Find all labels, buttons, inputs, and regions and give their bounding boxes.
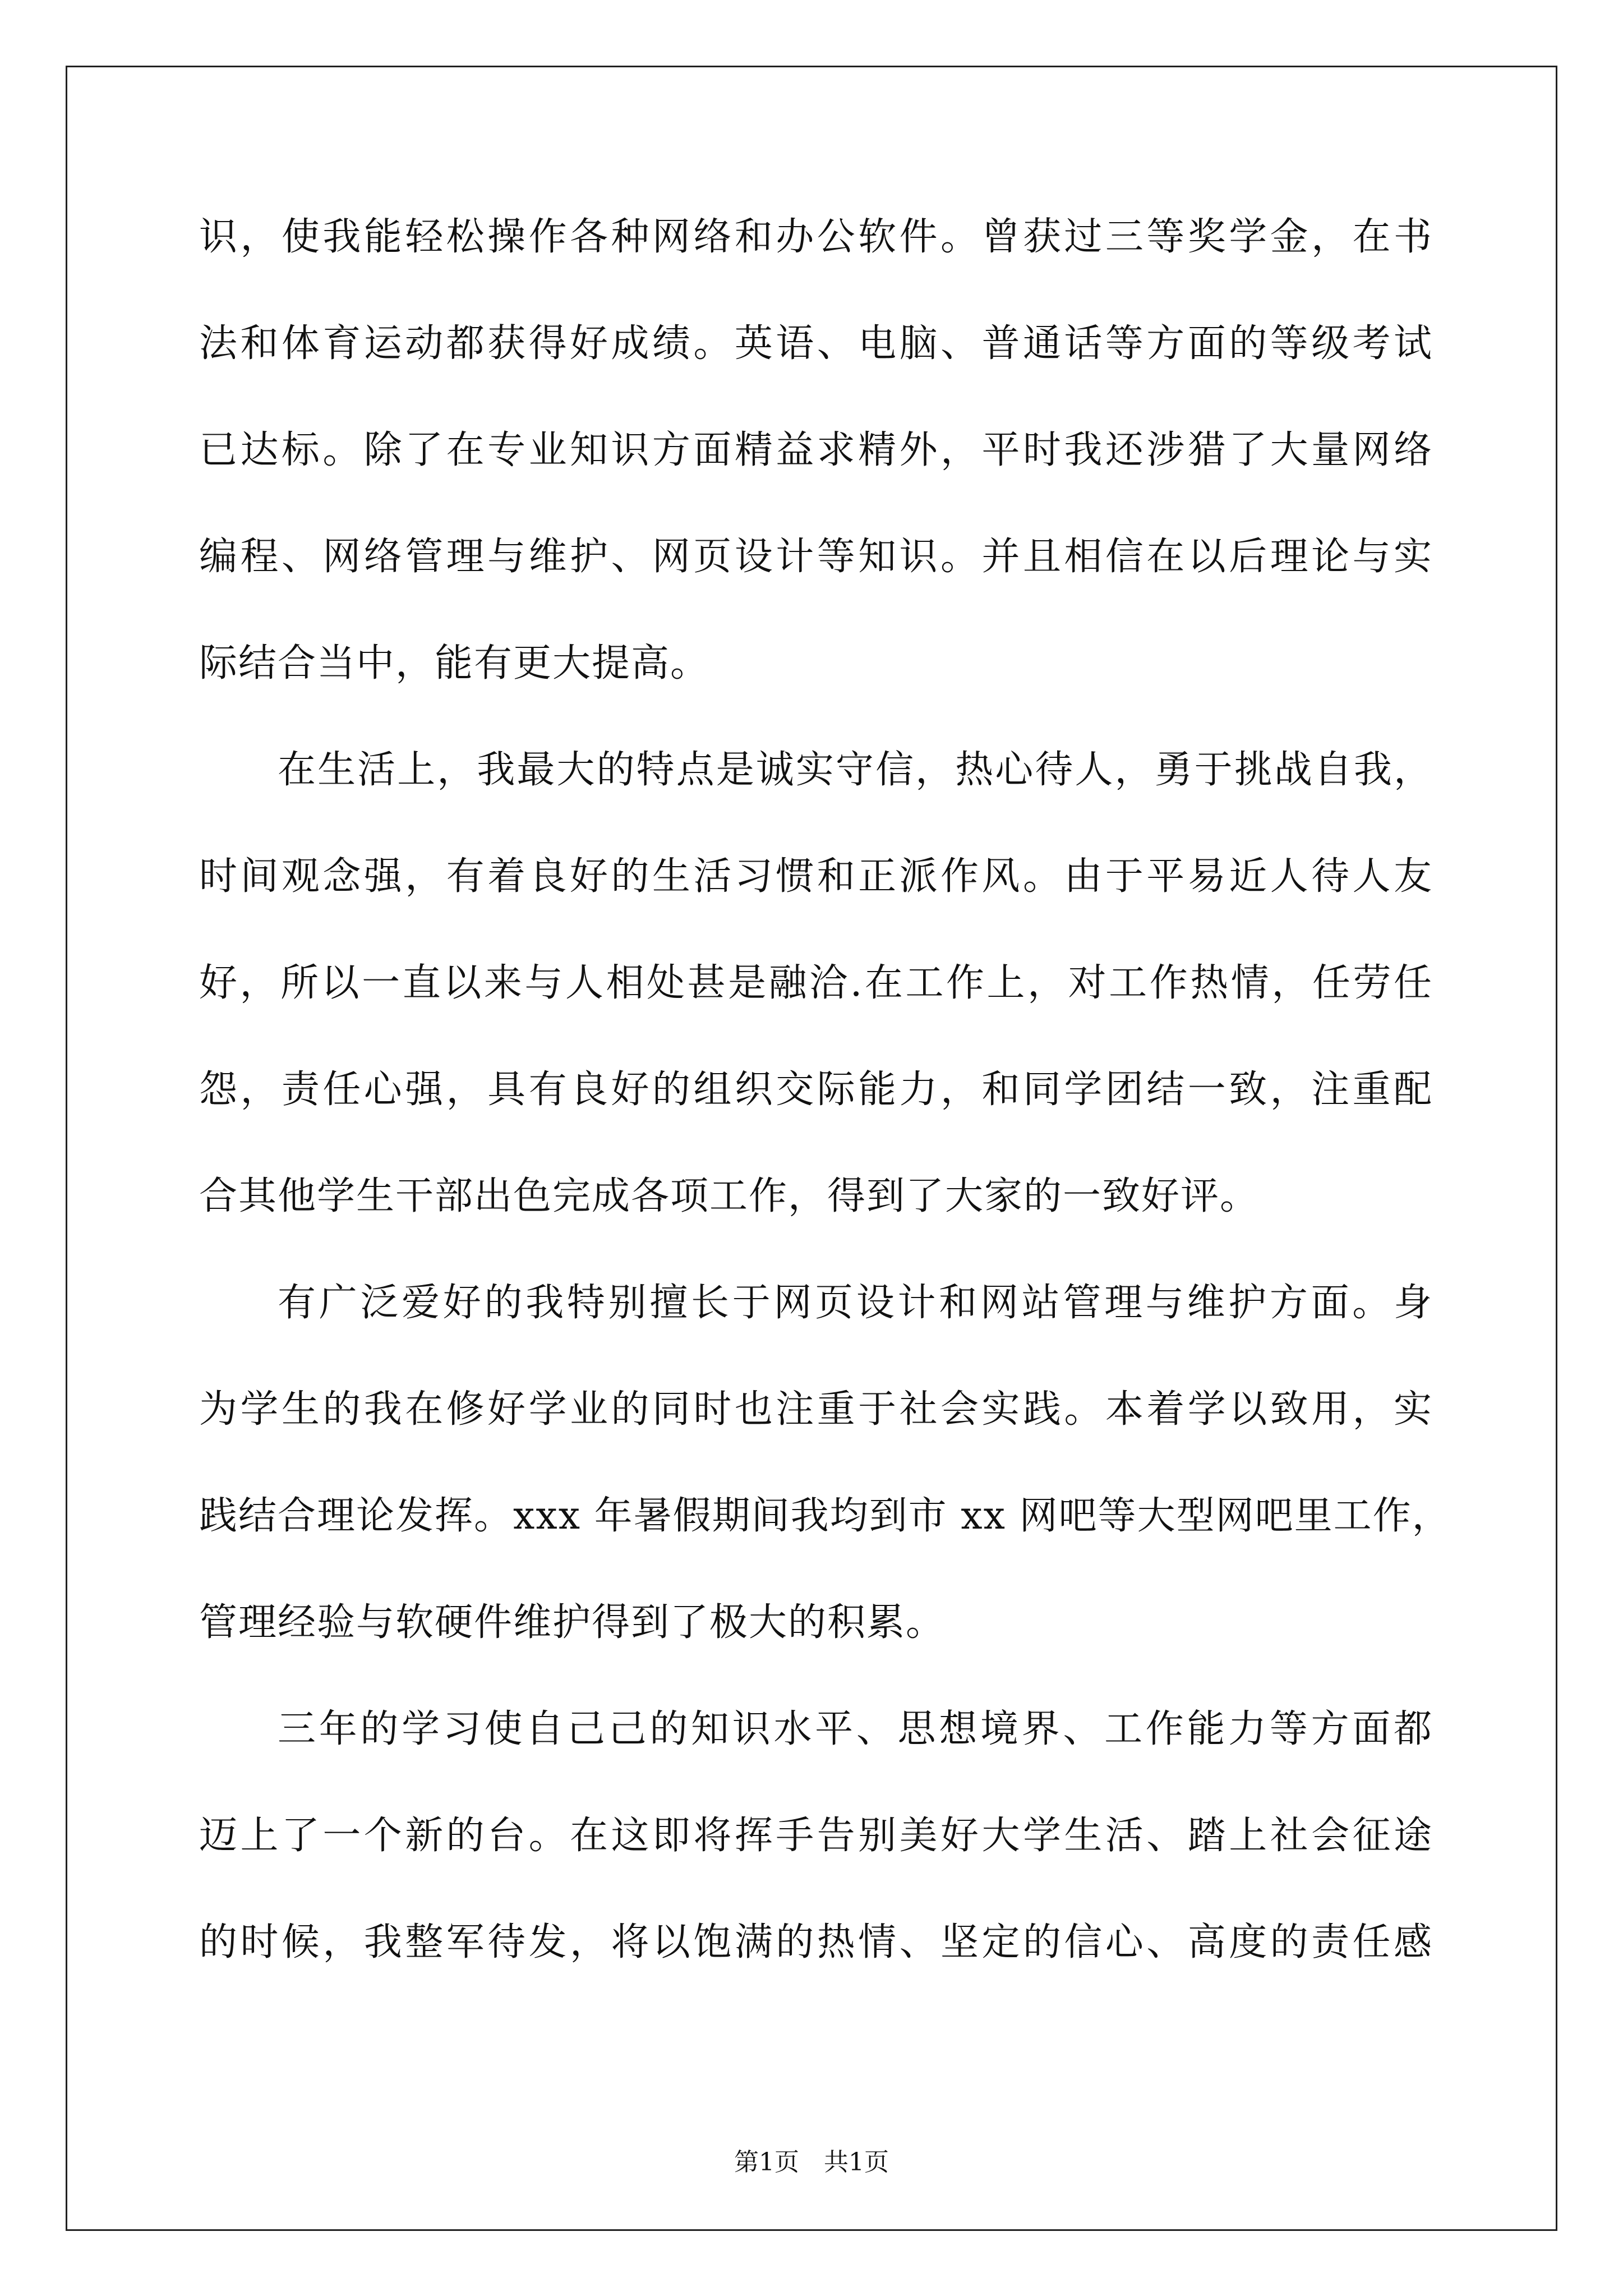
document-body — [199, 210, 1451, 2022]
page-footer: 第1页 共1页 — [734, 2148, 889, 2177]
text-line: 三年的学习使自己己的知识水平、思想境界、工作能力等方面都 — [278, 1707, 1433, 1751]
text-line: 有广泛爱好的我特别擅长于网页设计和网站管理与维护方面。身 — [278, 1281, 1433, 1325]
text-line: 为学生的我在修好学业的同时也注重于社会实践。本着学以致用，实 — [199, 1387, 1433, 1432]
text-line: 的时候，我整军待发，将以饱满的热情、坚定的信心、高度的责任感 — [199, 1920, 1433, 1964]
text-line: 时间观念强，有着良好的生活习惯和正派作风。由于平易近人待人友 — [199, 854, 1433, 899]
text-line: 识，使我能轻松操作各种网络和办公软件。曾获过三等奖学金，在书 — [199, 215, 1433, 259]
text-line: 编程、网络管理与维护、网页设计等知识。并且相信在以后理论与实 — [199, 535, 1433, 579]
text-line: 已达标。除了在专业知识方面精益求精外，平时我还涉猎了大量网络 — [199, 428, 1433, 472]
text-line: 好，所以一直以来与人相处甚是融洽.在工作上，对工作热情，任劳任 — [199, 961, 1433, 1005]
text-line: 迈上了一个新的台。在这即将挥手告别美好大学生活、踏上社会征途 — [199, 1814, 1433, 1858]
text-line: 管理经验与软硬件维护得到了极大的积累。 — [199, 1600, 946, 1645]
text-line: 法和体育运动都获得好成绩。英语、电脑、普通话等方面的等级考试 — [199, 321, 1433, 366]
text-line: 践结合理论发挥。xxx 年暑假期间我均到市 xx 网吧等大型网吧里工作， — [199, 1494, 1451, 1538]
text-line: 合其他学生干部出色完成各项工作，得到了大家的一致好评。 — [199, 1174, 1260, 1218]
text-line: 怨，责任心强，具有良好的组织交际能力，和同学团结一致，注重配 — [199, 1068, 1433, 1112]
text-line: 在生活上，我最大的特点是诚实守信，热心待人，勇于挑战自我， — [278, 748, 1433, 792]
text-line: 际结合当中，能有更大提高。 — [199, 641, 710, 685]
